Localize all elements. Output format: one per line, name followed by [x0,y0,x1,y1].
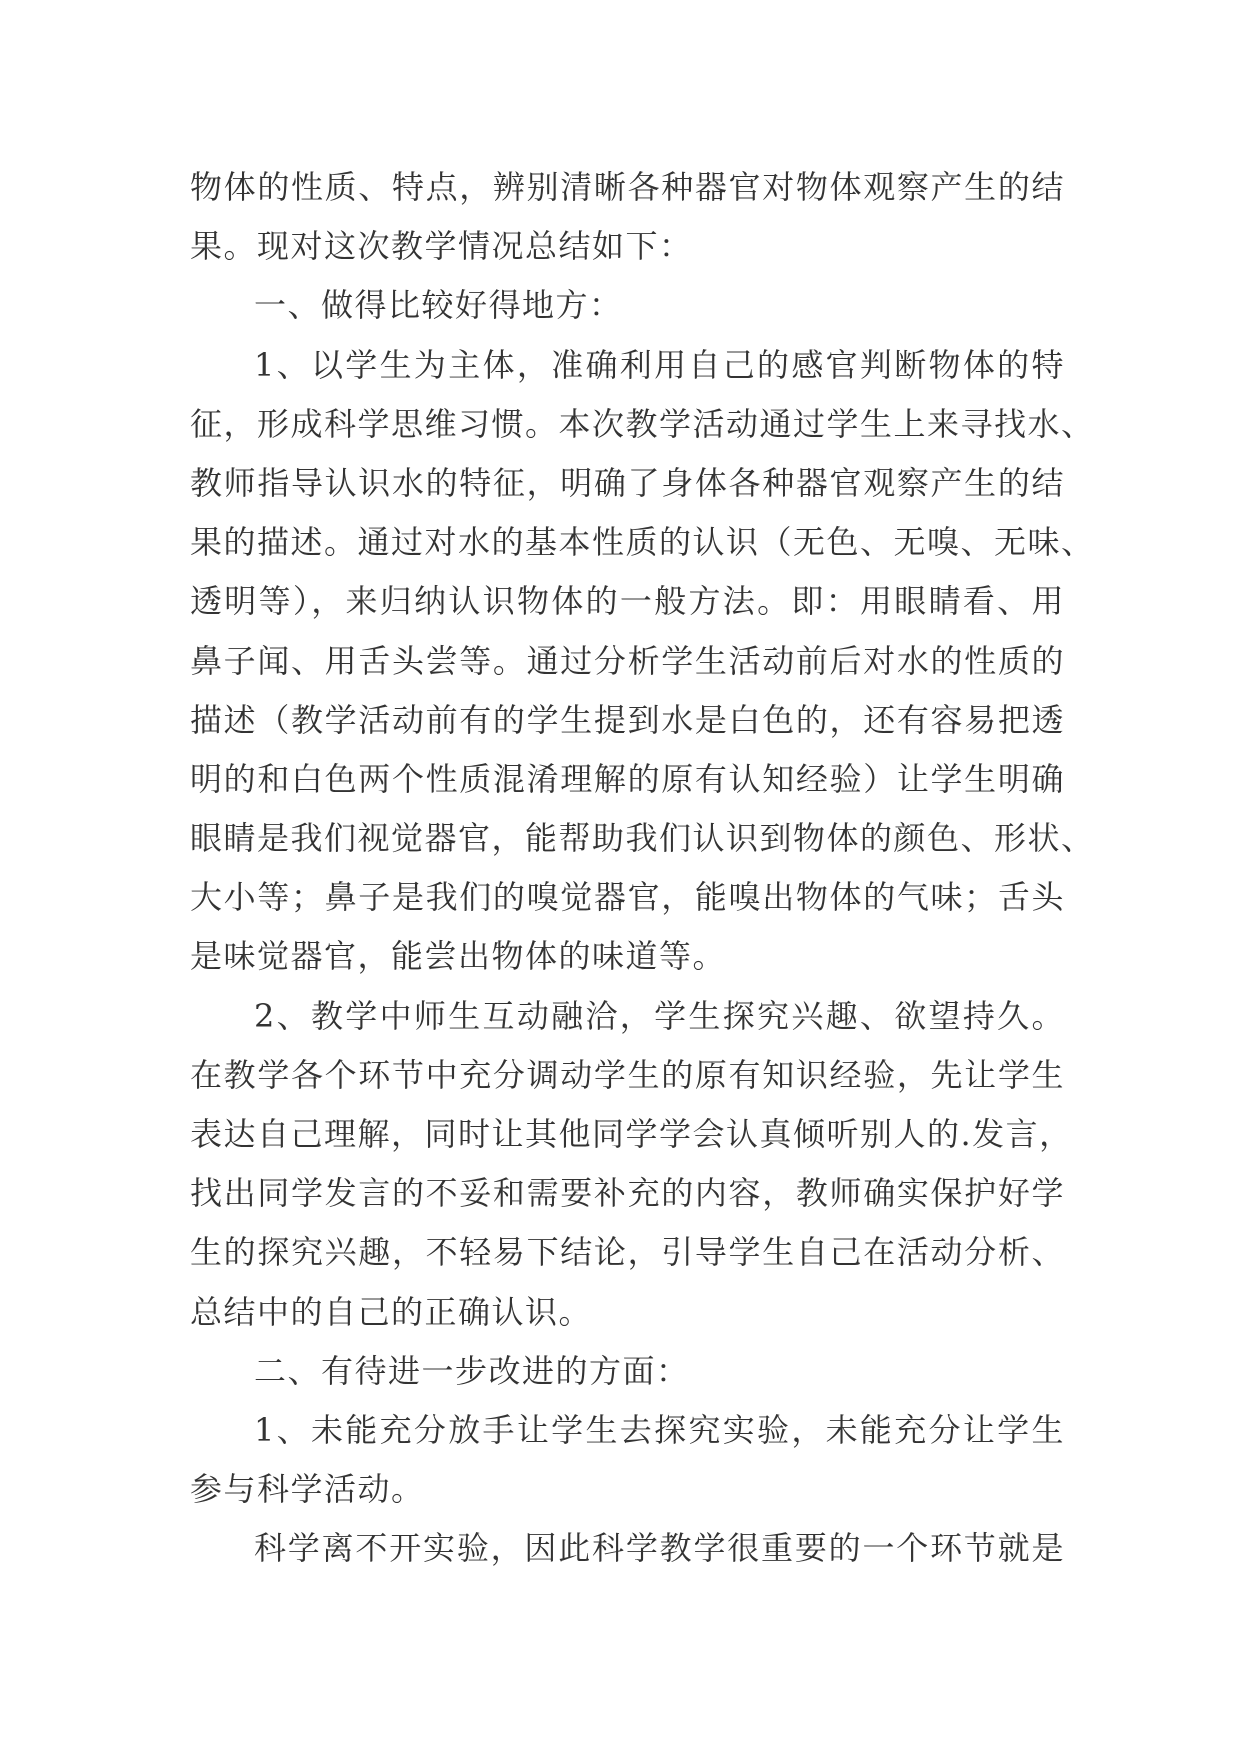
text-line: 教师指导认识水的特征，明确了身体各种器官观察产生的结 [190,463,1065,502]
text-line: 果。现对这次教学情况总结如下： [190,227,693,266]
text-line: 大小等；鼻子是我们的嗅觉器官，能嗅出物体的气味；舌头 [190,878,1065,917]
text-line: 科学离不开实验，因此科学教学很重要的一个环节就是 [254,1529,1065,1568]
text-line: 2、教学中师生互动融洽，学生探究兴趣、欲望持久。 [254,996,1065,1035]
text-line: 物体的性质、特点，辨别清晰各种器官对物体观察产生的结 [190,168,1065,206]
text-line: 参与科学活动。 [190,1470,425,1509]
text-line: 表达自己理解，同时让其他同学学会认真倾听别人的.发言， [190,1115,1073,1153]
text-line: 找出同学发言的不妥和需要补充的内容，教师确实保护好学 [190,1174,1065,1213]
document-page [190,158,1095,1579]
text-line: 眼睛是我们视觉器官，能帮助我们认识到物体的颜色、形状、 [190,819,1095,858]
section-heading: 二、有待进一步改进的方面： [254,1351,690,1390]
text-line: 总结中的自己的正确认识。 [190,1292,593,1331]
text-line: 1、未能充分放手让学生去探究实验，未能充分让学生 [254,1410,1065,1449]
text-line: 明的和白色两个性质混淆理解的原有认知经验）让学生明确 [190,759,1065,798]
text-line: 描述（教学活动前有的学生提到水是白色的，还有容易把透 [190,700,1065,739]
text-line: 鼻子闻、用舌头尝等。通过分析学生活动前后对水的性质的 [190,641,1065,680]
text-line: 生的探究兴趣，不轻易下结论，引导学生自己在活动分析、 [190,1233,1065,1272]
text-line: 1、以学生为主体，准确利用自己的感官判断物体的特 [254,345,1065,384]
text-line: 在教学各个环节中充分调动学生的原有知识经验，先让学生 [190,1055,1065,1094]
text-line: 透明等），来归纳认识物体的一般方法。即：用眼睛看、用 [190,582,1065,621]
text-line: 征，形成科学思维习惯。本次教学活动通过学生上来寻找水、 [190,404,1095,443]
section-heading: 一、做得比较好得地方： [254,286,623,325]
text-line: 果的描述。通过对水的基本性质的认识（无色、无嗅、无味、 [190,523,1095,562]
text-line: 是味觉器官，能尝出物体的味道等。 [190,937,727,976]
